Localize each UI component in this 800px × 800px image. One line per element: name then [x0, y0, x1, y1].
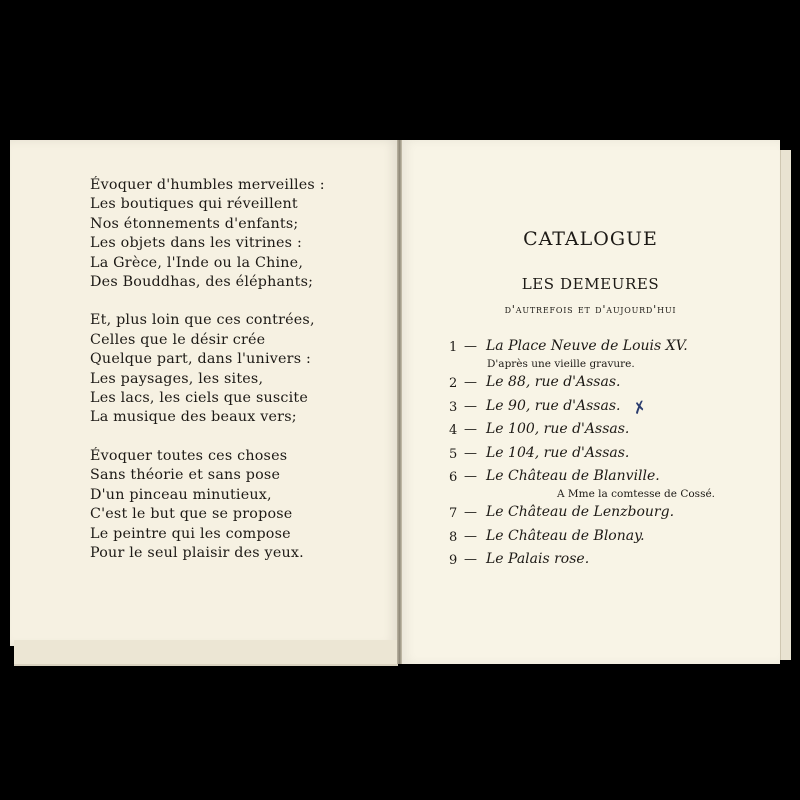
poem-line: Des Bouddhas, des éléphants;	[90, 274, 314, 291]
catalogue-entry	[449, 528, 769, 552]
right-page-edge	[780, 150, 791, 660]
poem-line: La musique des beaux vers;	[90, 409, 297, 426]
catalogue-entry	[449, 374, 769, 398]
entry-dash: —	[464, 339, 477, 354]
entry-dash: —	[464, 469, 477, 484]
handwritten-mark: ✗	[630, 396, 649, 419]
entry-note: A Mme la comtesse de Cossé.	[557, 488, 716, 500]
entry-dash: —	[464, 528, 477, 544]
poem-line: C'est le but que se propose	[90, 506, 293, 523]
poem-line: Les boutiques qui réveillent	[90, 196, 298, 213]
entry-title: Le Château de Lenzbourg.	[486, 504, 675, 520]
entry-title: Le Palais rose.	[486, 551, 590, 567]
catalogue-entry	[449, 421, 769, 445]
poem-line: Évoquer d'humbles merveilles :	[90, 177, 325, 193]
catalogue-entry	[449, 398, 769, 422]
poem-line: Pour le seul plaisir des yeux.	[90, 544, 304, 561]
entry-title: Le Château de Blanville.	[486, 468, 660, 484]
poem-line: La Grèce, l'Inde ou la Chine,	[90, 254, 304, 271]
poem-line: Le peintre qui les compose	[90, 525, 291, 542]
entry-title: Le 104, rue d'Assas.	[486, 444, 630, 461]
poem-line: Les lacs, les ciels que suscite	[90, 390, 309, 407]
poem-line: Nos étonnements d'enfants;	[90, 215, 299, 232]
poem-line: Les paysages, les sites,	[90, 370, 264, 387]
poem-line: Celles que le désir crée	[90, 331, 266, 348]
entry-dash: —	[464, 422, 477, 437]
poem-stanza-3	[90, 447, 325, 563]
poem-line: Sans théorie et sans pose	[90, 467, 281, 484]
entry-title: Le 90, rue d'Assas.	[486, 397, 621, 414]
catalogue-entry	[449, 504, 769, 528]
entry-title: Le 88, rue d'Assas.	[486, 374, 621, 390]
entry-number: 9	[449, 553, 458, 568]
entry-number: 2	[449, 376, 458, 391]
entry-number: 6	[449, 470, 458, 485]
poem-line: Et, plus loin que ces contrées,	[90, 312, 315, 329]
entry-dash: —	[464, 445, 477, 461]
catalogue-entries	[449, 338, 769, 575]
book-gutter	[397, 140, 402, 664]
entry-note: D'après une vieille gravure.	[487, 358, 635, 370]
entry-dash: —	[464, 375, 477, 390]
entry-number: 4	[449, 423, 458, 438]
poem-line: D'un pinceau minutieux,	[90, 486, 272, 503]
entry-number: 1	[449, 340, 458, 355]
entry-number: 7	[449, 506, 458, 521]
section-title: LES DEMEURES	[521, 275, 660, 293]
catalogue-title: CATALOGUE	[523, 228, 658, 250]
catalogue-entry	[449, 338, 769, 374]
entry-dash: —	[464, 505, 477, 520]
poem-line: Les objets dans les vitrines :	[90, 235, 302, 252]
catalogue-entry	[449, 468, 769, 504]
entry-title: Le Château de Blonay.	[486, 527, 645, 544]
catalogue-entry	[449, 551, 769, 575]
left-page-underlayer	[14, 640, 398, 666]
catalogue-entry	[449, 445, 769, 469]
entry-number: 8	[449, 529, 458, 545]
poem-line: Quelque part, dans l'univers :	[90, 351, 311, 368]
poem	[90, 176, 325, 582]
poem-stanza-2	[90, 311, 325, 427]
entry-dash: —	[464, 552, 477, 567]
entry-title: Le 100, rue d'Assas.	[486, 421, 630, 437]
entry-number: 5	[449, 446, 458, 462]
poem-line: Évoquer toutes ces choses	[90, 447, 288, 464]
entry-dash: —	[464, 398, 477, 414]
entry-number: 3	[449, 399, 458, 415]
entry-title: La Place Neuve de Louis XV.	[486, 338, 688, 354]
section-subtitle: d'autrefois et d'aujourd'hui	[504, 302, 677, 316]
poem-stanza-1	[90, 176, 325, 292]
